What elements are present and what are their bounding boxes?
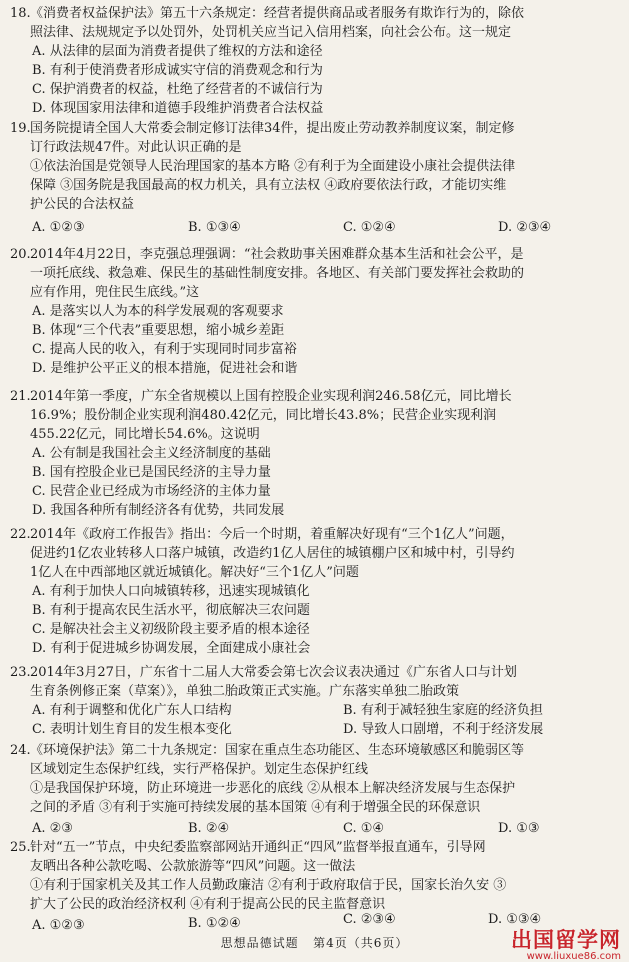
option: A. 有利于加快人口向城镇转移，迅速实现城镇化 [32,584,310,599]
question-text: ①依法治国是党领导人民治理国家的基本方略 ②有利于为全面建设小康社会提供法律 [30,159,516,174]
question-number: 20. [10,247,31,262]
option: A. 有利于调整和优化广东人口结构 [32,703,232,718]
watermark-url: www.liuxue86.com [526,951,621,962]
question-number: 24. [10,743,31,758]
question-text: 2014年第一季度，广东全省规模以上国有控股企业实现利润246.58亿元，同比增长 [30,389,512,404]
question-text: 455.22亿元，同比增长54.6%。这说明 [30,427,260,442]
question-text: 保障 ③国务院是我国最高的权力机关，具有立法权 ④政府要依法行政，才能切实维 [30,178,507,193]
question-text: 订行政法规47件。对此认识正确的是 [30,140,242,155]
question-text: 之间的矛盾 ③有利于实施可持续发展的基本国策 ④有利于增强全民的环保意识 [30,800,481,815]
option: C. 保护消费者的权益，杜绝了经营者的不诚信行为 [32,82,323,97]
watermark-title: 出国留学网 [511,928,621,952]
option: B. 有利于提高农民生活水平，彻底解决三农问题 [32,603,310,618]
question-number: 21. [10,389,31,404]
option: B. ①③④ [188,220,241,235]
question-text: ①是我国保护环境，防止环境进一步恶化的底线 ②从根本上解决经济发展与生态保护 [30,781,516,796]
watermark-logo [511,924,621,962]
option: D. 体现国家用法律和道德手段维护消费者合法权益 [32,101,324,116]
option: D. ①③ [498,821,540,836]
question-text: 照法律、法规规定予以处罚外，处罚机关应当记入信用档案，向社会公布。这一规定 [30,25,512,40]
option: B. 体现“三个代表”重要思想，缩小城乡差距 [32,323,285,338]
question-text: 《消费者权益保护法》第五十六条规定：经营者提供商品或者服务有欺诈行为的，除依 [30,6,525,21]
option: A. ②③ [32,821,73,836]
question-text: 应有作用，兜住民生底线。”这 [30,285,200,300]
option: D. ①③④ [488,912,542,927]
option: C. 是解决社会主义初级阶段主要矛盾的根本途径 [32,622,310,637]
option: D. ②③④ [498,220,552,235]
question-text: 《环境保护法》第二十九条规定：国家在重点生态功能区、生态环境敏感区和脆弱区等 [30,743,525,758]
question-text: 扩大了公民的政治经济权利 ④有利于提高公民的民主监督意识 [30,897,386,912]
option: A. 公有制是我国社会主义经济制度的基础 [32,446,271,461]
option: C. 表明计划生育目的发生根本变化 [32,722,232,737]
question-number: 18. [10,6,31,21]
option: A. ①②③ [32,918,85,933]
question-text: 国务院提请全国人大常委会制定修订法律34件，提出废止劳动教养制度议案，制定修 [30,121,515,136]
question-text: 一项托底线、救急难、保民生的基础性制度安排。各地区、有关部门要发挥社会救助的 [30,266,525,281]
question-text: 友晒出各种公款吃喝、公款旅游等“四风”问题。这一做法 [30,859,356,874]
option: D. 我国各种所有制经济各有优势，共同发展 [32,503,285,518]
question-text: 促进约1亿农业转移人口落户城镇，改造约1亿人居住的城镇棚户区和城中村，引导约 [30,546,515,561]
question-number: 23. [10,665,31,680]
option: C. ①②④ [343,220,396,235]
footer-page-number: 第4页（共6页） [313,936,409,950]
option: C. 提高人民的收入，有利于实现同时同步富裕 [32,342,297,357]
question-text: ①有利于国家机关及其工作人员勤政廉洁 ②有利于政府取信于民，国家长治久安 ③ [30,878,507,893]
option: B. ①②④ [188,916,241,931]
option: D. 是维护公平正义的根本措施，促进社会和谐 [32,361,298,376]
question-text: 1亿人在中西部地区就近城镇化。解决好“三个1亿人”问题 [30,565,359,580]
question-text: 2014年《政府工作报告》指出：今后一个时期，着重解决好现有“三个1亿人”问题， [30,527,514,542]
question-number: 25. [10,840,31,855]
option: C. ②③④ [343,912,396,927]
question-text: 2014年3月27日，广东省十二届人大常委会第七次会议表决通过《广东省人口与计划 [30,665,517,680]
option: B. 有利于减轻独生家庭的经济负担 [343,703,543,718]
option: D. 导致人口剧增，不利于经济发展 [343,722,544,737]
question-text: 2014年4月22日，李克强总理强调：“社会救助事关困难群众基本生活和社会公平，是 [30,247,524,262]
footer-subject: 思想品德试题 [220,936,299,950]
option: B. 有利于使消费者形成诚实守信的消费观念和行为 [32,63,323,78]
option: C. 民营企业已经成为市场经济的主体力量 [32,484,271,499]
option: C. ①④ [343,821,385,836]
question-text: 护公民的合法权益 [30,197,135,212]
option: A. 是落实以人为本的科学发展观的客观要求 [32,304,284,319]
option: D. 有利于促进城乡协调发展，全面建成小康社会 [32,641,311,656]
question-number: 19. [10,121,31,136]
question-text: 区域划定生态保护红线，实行严格保护。划定生态保护红线 [30,762,369,777]
question-text: 生育条例修正案（草案）》，单独二胎政策正式实施。广东落实单独二胎政策 [30,684,460,699]
option: B. ②④ [188,821,230,836]
question-number: 22. [10,527,31,542]
option: A. ①②③ [32,220,85,235]
question-text: 16.9%；股份制企业实现利润480.42亿元，同比增长43.8%；民营企业实现利润 [30,408,497,423]
question-text: 针对“五一”节点，中央纪委监察部网站开通纠正“四风”监督举报直通车，引导网 [30,840,486,855]
option: A. 从法律的层面为消费者提供了维权的方法和途径 [32,44,323,59]
option: B. 国有控股企业已是国民经济的主导力量 [32,465,271,480]
